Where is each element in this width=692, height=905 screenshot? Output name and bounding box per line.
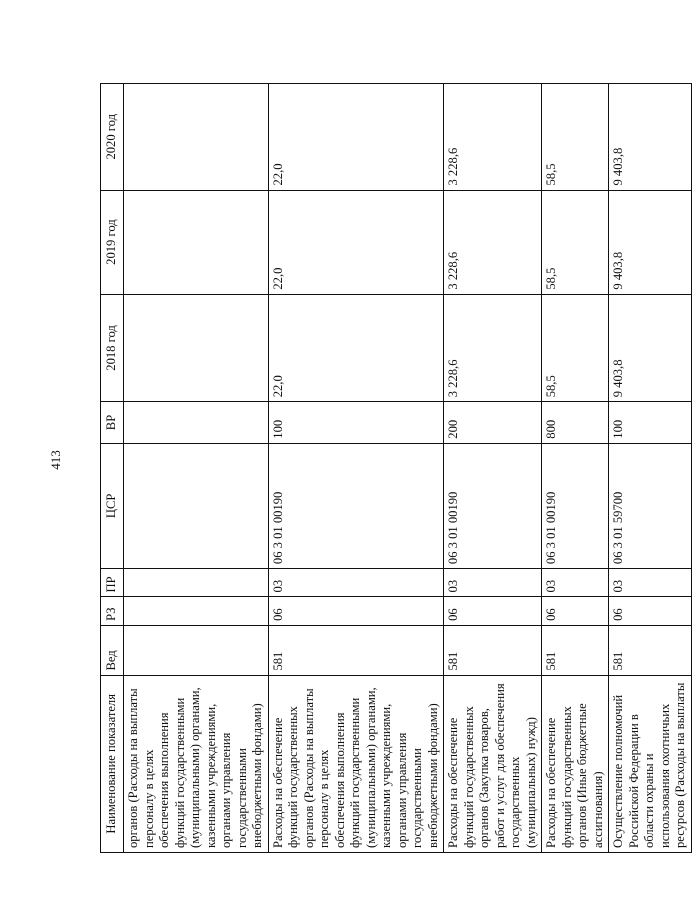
table-header-row bbox=[101, 84, 124, 853]
cell-csr: 06 3 01 00190 bbox=[268, 443, 444, 568]
cell-2019: 3 228,6 bbox=[444, 190, 542, 294]
cell-2020: 9 403,8 bbox=[609, 84, 692, 191]
cell-2019: 22,0 bbox=[268, 190, 444, 294]
budget-table bbox=[100, 83, 692, 853]
col-header-rz: РЗ bbox=[101, 597, 124, 625]
cell-name: Расходы на обеспечение функций государственных органов (Расходы на выплаты персоналу в целях обеспечения выполнения функций государственными (муниципальными) органами, казенными учреждениями, органами управления государственными внебюджетными фондами) bbox=[268, 675, 444, 852]
cell-2019 bbox=[124, 190, 269, 294]
table-container bbox=[100, 83, 687, 853]
col-header-ved: Вед bbox=[101, 625, 124, 675]
cell-2020: 58,5 bbox=[542, 84, 609, 191]
cell-name: Расходы на обеспечение функций государственных органов (Закупка товаров, работ и услуг для обеспечения государственных (муниципальных) нужд) bbox=[444, 675, 542, 852]
cell-name: Осуществление полномочий Российской Федерации в области охраны и использования охотничьих ресурсов (Расходы на выплаты bbox=[609, 675, 692, 852]
col-header-2019: 2019 год bbox=[101, 190, 124, 294]
col-header-name: Наименование показателя bbox=[101, 675, 124, 852]
cell-ved bbox=[124, 625, 269, 675]
cell-pr: 03 bbox=[444, 569, 542, 597]
col-header-vr: ВР bbox=[101, 402, 124, 443]
cell-2018: 3 228,6 bbox=[444, 294, 542, 402]
cell-2018 bbox=[124, 294, 269, 402]
cell-ved: 581 bbox=[268, 625, 444, 675]
page-number: 413 bbox=[48, 450, 63, 470]
table-row bbox=[268, 84, 444, 853]
col-header-csr: ЦСР bbox=[101, 443, 124, 568]
cell-2020: 22,0 bbox=[268, 84, 444, 191]
table-row bbox=[444, 84, 542, 853]
cell-vr: 200 bbox=[444, 402, 542, 443]
cell-2018: 9 403,8 bbox=[609, 294, 692, 402]
cell-csr: 06 3 01 00190 bbox=[542, 443, 609, 568]
cell-ved: 581 bbox=[542, 625, 609, 675]
cell-2020: 3 228,6 bbox=[444, 84, 542, 191]
cell-ved: 581 bbox=[609, 625, 692, 675]
cell-csr: 06 3 01 59700 bbox=[609, 443, 692, 568]
cell-rz: 06 bbox=[609, 597, 692, 625]
cell-2018: 58,5 bbox=[542, 294, 609, 402]
cell-rz: 06 bbox=[542, 597, 609, 625]
cell-2019: 9 403,8 bbox=[609, 190, 692, 294]
cell-vr: 800 bbox=[542, 402, 609, 443]
cell-2018: 22,0 bbox=[268, 294, 444, 402]
cell-ved: 581 bbox=[444, 625, 542, 675]
cell-pr bbox=[124, 569, 269, 597]
cell-name: Расходы на обеспечение функций государственных органов (Иные бюджетные ассигнования) bbox=[542, 675, 609, 852]
cell-vr: 100 bbox=[609, 402, 692, 443]
cell-csr bbox=[124, 443, 269, 568]
table-row bbox=[609, 84, 692, 853]
cell-2020 bbox=[124, 84, 269, 191]
cell-pr: 03 bbox=[268, 569, 444, 597]
cell-rz bbox=[124, 597, 269, 625]
col-header-2020: 2020 год bbox=[101, 84, 124, 191]
cell-rz: 06 bbox=[268, 597, 444, 625]
col-header-pr: ПР bbox=[101, 569, 124, 597]
cell-vr: 100 bbox=[268, 402, 444, 443]
cell-name: органов (Расходы на выплаты персоналу в целях обеспечения выполнения функций государственными (муниципальными) органами, казенными учреждениями, органами управления государственными внебюджетными фондами) bbox=[124, 675, 269, 852]
cell-2019: 58,5 bbox=[542, 190, 609, 294]
table-row bbox=[124, 84, 269, 853]
cell-vr bbox=[124, 402, 269, 443]
cell-csr: 06 3 01 00190 bbox=[444, 443, 542, 568]
col-header-2018: 2018 год bbox=[101, 294, 124, 402]
table-row bbox=[542, 84, 609, 853]
cell-pr: 03 bbox=[609, 569, 692, 597]
cell-pr: 03 bbox=[542, 569, 609, 597]
cell-rz: 06 bbox=[444, 597, 542, 625]
